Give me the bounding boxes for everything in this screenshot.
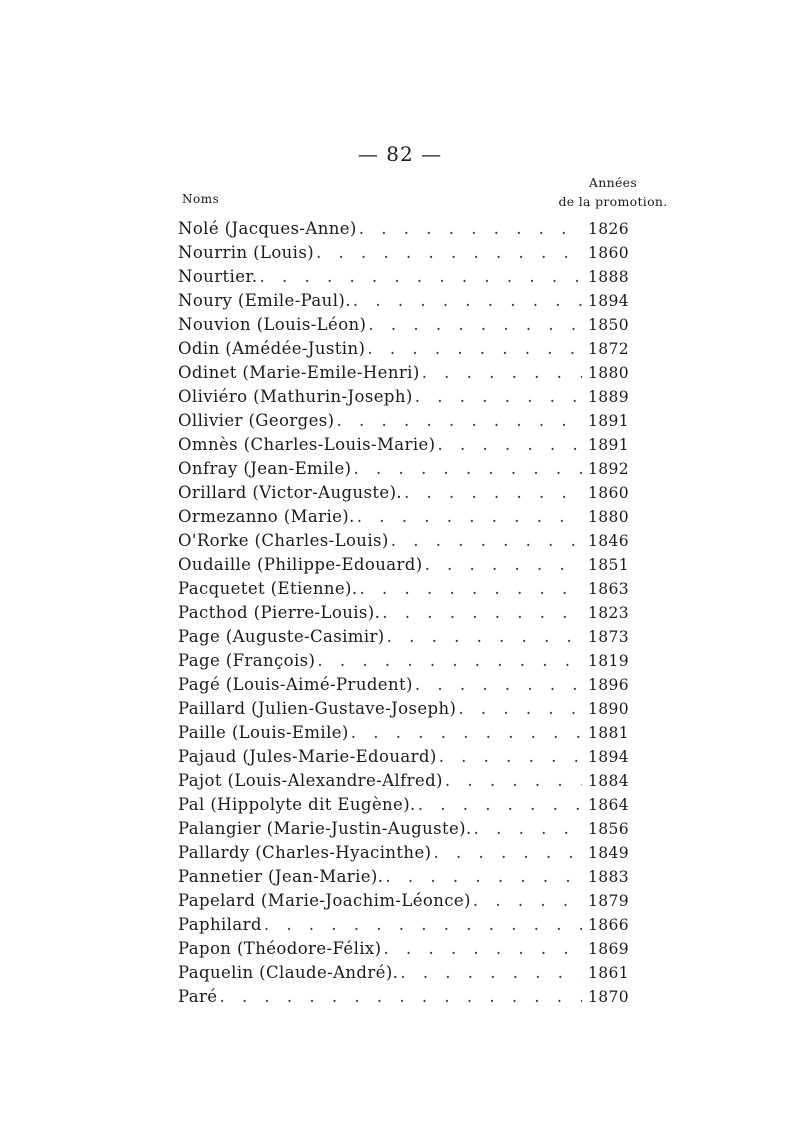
dot-leader (433, 841, 582, 865)
entry-name: O'Rorke (Charles-Louis) (178, 531, 389, 550)
entry-year: 1883 (588, 868, 630, 886)
entry-year: 1864 (588, 796, 630, 814)
entry-name: Paille (Louis-Emile) (178, 723, 349, 742)
entry-year: 1879 (588, 892, 630, 910)
entry-name: Paphilard (178, 915, 262, 934)
entry-name: Paillard (Julien-Gustave-Joseph) (178, 699, 457, 718)
entry-name: Nouvion (Louis-Léon) (178, 315, 367, 334)
list-item (178, 265, 638, 289)
list-item (178, 817, 638, 841)
dot-leader (382, 601, 582, 625)
list-item (178, 385, 638, 409)
entry-name: Oliviéro (Mathurin-Joseph) (178, 387, 413, 406)
dot-leader (383, 937, 582, 961)
dot-leader (337, 409, 583, 433)
dot-leader (259, 265, 582, 289)
dot-leader (316, 241, 582, 265)
entry-year: 1826 (588, 220, 630, 238)
entry-year: 1823 (588, 604, 630, 622)
dot-leader (219, 985, 582, 1009)
names-column-header: Noms (182, 192, 220, 206)
entry-year: 1892 (588, 460, 630, 478)
entry-year: 1890 (588, 700, 630, 718)
list-item (178, 313, 638, 337)
entry-year: 1894 (588, 292, 630, 310)
entry-year: 1880 (588, 364, 630, 382)
years-header-line-1: Années (588, 175, 638, 190)
entry-name: Onfray (Jean-Emile) (178, 459, 352, 478)
entry-name: Odinet (Marie-Emile-Henri) (178, 363, 420, 382)
entry-year: 1819 (588, 652, 630, 670)
entry-name: Ormezanno (Marie). (178, 507, 355, 526)
dot-leader (415, 673, 582, 697)
dot-leader (264, 913, 582, 937)
dot-leader (317, 649, 582, 673)
entry-name: Pajaud (Jules-Marie-Edouard) (178, 747, 437, 766)
entry-year: 1872 (588, 340, 630, 358)
list-item (178, 985, 638, 1009)
entry-year: 1881 (588, 724, 630, 742)
entry-year: 1863 (588, 580, 630, 598)
list-item (178, 577, 638, 601)
list-item (178, 769, 638, 793)
dot-leader (368, 313, 582, 337)
list-item (178, 913, 638, 937)
entry-year: 1888 (588, 268, 630, 286)
list-item (178, 217, 638, 241)
years-column-header (548, 173, 678, 211)
list-item (178, 433, 638, 457)
entry-year: 1856 (588, 820, 630, 838)
dot-leader (385, 865, 582, 889)
list-item (178, 721, 638, 745)
entry-name: Paquelin (Claude-André). (178, 963, 399, 982)
entry-year: 1869 (588, 940, 630, 958)
years-header-line-2: de la promotion. (558, 194, 668, 209)
entry-year: 1891 (588, 412, 630, 430)
list-item (178, 625, 638, 649)
dot-leader (353, 289, 582, 313)
list-item (178, 961, 638, 985)
entry-year: 1891 (588, 436, 630, 454)
dot-leader (438, 433, 582, 457)
list-item (178, 481, 638, 505)
entry-year: 1880 (588, 508, 630, 526)
entry-name: Palangier (Marie-Justin-Auguste). (178, 819, 472, 838)
list-item (178, 553, 638, 577)
list-item (178, 937, 638, 961)
entry-name: Paré (178, 987, 218, 1006)
entry-year: 1873 (588, 628, 630, 646)
entry-name: Ollivier (Georges) (178, 411, 335, 430)
dot-leader (445, 769, 582, 793)
page-number: — 82 — (357, 142, 443, 166)
entry-name: Odin (Amédée-Justin) (178, 339, 366, 358)
list-item (178, 649, 638, 673)
dot-leader (359, 217, 582, 241)
entry-name: Nourtier. (178, 267, 258, 286)
entry-name: Oudaille (Philippe-Edouard) (178, 555, 423, 574)
entry-name: Pallardy (Charles-Hyacinthe) (178, 843, 432, 862)
entry-name: Noury (Emile-Paul). (178, 291, 351, 310)
entry-name: Nolé (Jacques-Anne) (178, 219, 357, 238)
dot-leader (458, 697, 582, 721)
dot-leader (400, 961, 582, 985)
entry-year: 1846 (588, 532, 630, 550)
entry-name: Omnès (Charles-Louis-Marie) (178, 435, 436, 454)
list-item (178, 697, 638, 721)
entry-name: Orillard (Victor-Auguste). (178, 483, 403, 502)
dot-leader (360, 577, 582, 601)
entry-list (178, 217, 638, 1009)
dot-leader (367, 337, 582, 361)
dot-leader (357, 505, 582, 529)
list-item (178, 673, 638, 697)
entry-name: Pal (Hippolyte dit Eugène). (178, 795, 416, 814)
list-item (178, 865, 638, 889)
dot-leader (474, 817, 582, 841)
entry-year: 1849 (588, 844, 630, 862)
entry-name: Pannetier (Jean-Marie). (178, 867, 384, 886)
entry-name: Pacquetet (Etienne). (178, 579, 358, 598)
entry-name: Pacthod (Pierre-Louis). (178, 603, 381, 622)
dot-leader (387, 625, 582, 649)
entry-year: 1866 (588, 916, 630, 934)
entry-year: 1889 (588, 388, 630, 406)
entry-year: 1896 (588, 676, 630, 694)
list-item (178, 841, 638, 865)
entry-name: Pajot (Louis-Alexandre-Alfred) (178, 771, 443, 790)
entry-year: 1860 (588, 244, 630, 262)
entry-name: Page (Auguste-Casimir) (178, 627, 385, 646)
list-item (178, 601, 638, 625)
list-item (178, 505, 638, 529)
dot-leader (422, 361, 582, 385)
list-item (178, 793, 638, 817)
entry-name: Nourrin (Louis) (178, 243, 315, 262)
list-item (178, 889, 638, 913)
entry-name: Papon (Théodore-Félix) (178, 939, 382, 958)
list-item (178, 361, 638, 385)
list-item (178, 457, 638, 481)
dot-leader (418, 793, 582, 817)
dot-leader (415, 385, 582, 409)
entry-name: Page (François) (178, 651, 316, 670)
entry-year: 1894 (588, 748, 630, 766)
entry-year: 1870 (588, 988, 630, 1006)
dot-leader (404, 481, 582, 505)
list-item (178, 289, 638, 313)
dot-leader (439, 745, 582, 769)
dot-leader (351, 721, 582, 745)
entry-year: 1884 (588, 772, 630, 790)
entry-year: 1850 (588, 316, 630, 334)
entry-year: 1851 (588, 556, 630, 574)
entry-name: Pagé (Louis-Aimé-Prudent) (178, 675, 413, 694)
dot-leader (391, 529, 582, 553)
entry-year: 1861 (588, 964, 630, 982)
dot-leader (473, 889, 582, 913)
list-item (178, 241, 638, 265)
dot-leader (353, 457, 582, 481)
entry-name: Papelard (Marie-Joachim-Léonce) (178, 891, 471, 910)
list-item (178, 529, 638, 553)
list-item (178, 409, 638, 433)
dot-leader (425, 553, 582, 577)
list-item (178, 337, 638, 361)
entry-year: 1860 (588, 484, 630, 502)
list-item (178, 745, 638, 769)
